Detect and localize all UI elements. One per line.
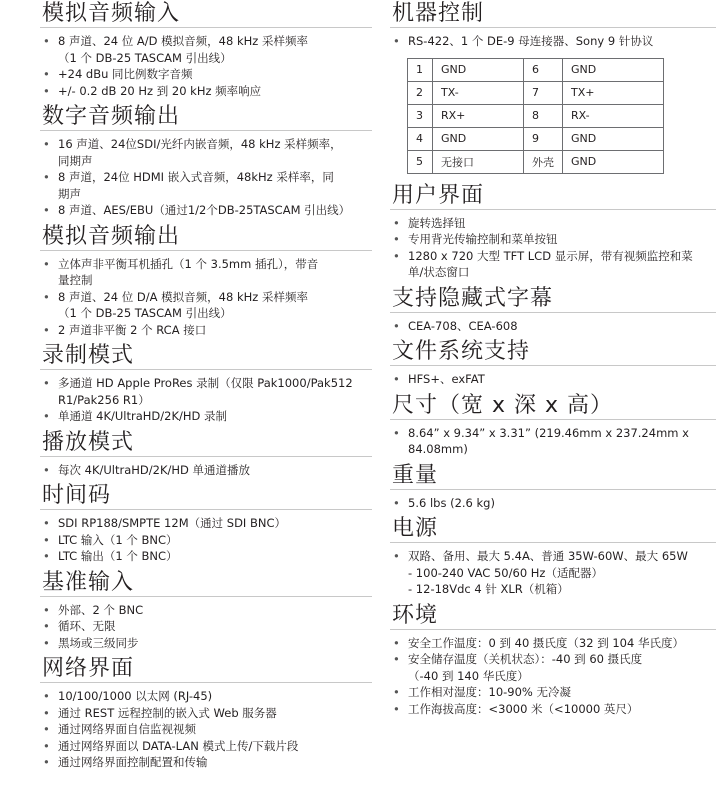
pin-number: 4 [408,127,433,150]
section-heading: 时间码 [40,482,372,510]
pin-signal: GND [563,150,664,173]
item-text: 工作海拔高度：<3000 米（<10000 英尺） [408,701,639,716]
list-item [40,169,372,202]
item-text: 每次 4K/UltraHD/2K/HD 单通道播放 [58,462,251,477]
list-item [40,462,372,479]
spec-section [40,569,372,656]
bullet-icon: • [43,722,50,736]
list-item [40,738,372,755]
pin-row [408,127,664,150]
item-text: 量控制 [58,273,93,287]
bullet-icon: • [43,516,50,530]
spec-section [40,103,372,223]
list-item [40,754,372,771]
pin-signal: GND [433,58,524,81]
list-item [390,651,716,684]
item-text: - 12-18Vdc 4 针 XLR（机箱） [408,582,569,596]
bullet-icon: • [43,256,50,271]
bullet-icon: • [43,635,50,650]
spec-section [390,392,716,462]
section-list [40,251,372,343]
section-heading: 录制模式 [40,342,372,370]
section-heading: 数字音频输出 [40,103,372,131]
item-text: 8 声道、AES/EBU（通过1/2个DB-25TASCAM 引出线） [58,203,351,217]
pin-signal: RX+ [433,104,524,127]
pin-number: 8 [524,104,563,127]
section-heading: 环境 [390,602,716,630]
list-item [390,318,716,335]
list-item [390,231,716,248]
list-item [40,618,372,635]
bullet-icon: • [393,232,400,246]
section-list [390,210,716,285]
bullet-icon: • [393,701,400,716]
list-item [390,495,716,512]
list-item [40,66,372,83]
section-list [390,490,716,516]
list-item [40,256,372,289]
bullet-icon: • [43,83,50,98]
bullet-icon: • [43,34,50,48]
section-list [40,131,372,223]
list-item [390,548,716,598]
bullet-icon: • [43,549,50,563]
item-text: 多通道 HD Apple ProRes 录制（仅限 Pak1000/Pak512 [58,376,353,390]
pin-row [408,81,664,104]
list-item [40,548,372,565]
section-list [390,313,716,339]
item-text: CEA-708、CEA-608 [408,318,518,333]
pin-signal: RX- [563,104,664,127]
spec-section [390,602,716,722]
section-list [40,510,372,569]
item-text: 16 声道、24位SDI/光纤内嵌音频，48 kHz 采样频率， [58,137,342,151]
bullet-icon: • [43,289,50,304]
bullet-icon: • [393,372,400,386]
section-list [40,28,372,103]
bullet-icon: • [393,425,400,440]
left-column [40,0,372,775]
pin-number: 7 [524,81,563,104]
bullet-icon: • [43,137,50,151]
item-text: 1280 x 720 大型 TFT LCD 显示屏，带有视频监控和菜 [408,248,693,263]
pin-number: 1 [408,58,433,81]
item-text: 通过网络界面自信监视视频 [58,722,196,736]
list-item [40,635,372,652]
item-text: LTC 输入（1 个 BNC） [58,532,178,547]
bullet-icon: • [393,318,400,333]
item-text: 单/状态窗口 [408,265,470,279]
list-item [390,248,716,281]
item-text: 8.64” x 9.34” x 3.31” (219.46mm x 237.24mm x 84.08mm) [408,425,689,456]
section-list [390,543,716,602]
pin-table [407,58,664,174]
item-text: 旋转选择钮 [408,215,466,230]
list-item [390,371,716,388]
list-item [390,684,716,701]
section-list [40,457,372,483]
section-heading: 基准输入 [40,569,372,597]
item-text: +/- 0.2 dB 20 Hz 到 20 kHz 频率响应 [58,83,262,98]
list-item [40,515,372,532]
section-list [40,683,372,775]
list-item [40,408,372,425]
list-item [390,635,716,652]
item-text: 8 声道、24 位 A/D 模拟音频，48 kHz 采样频率 [58,34,308,48]
bullet-icon: • [43,203,50,217]
bullet-icon: • [43,689,50,703]
list-item [390,33,716,50]
section-heading: 网络界面 [40,655,372,683]
item-text: （-40 到 140 华氏度） [408,668,529,683]
bullet-icon: • [43,376,50,390]
item-text: SDI RP188/SMPTE 12M（通过 SDI BNC） [58,516,286,530]
item-text: 双路、备用、最大 5.4A、普通 35W-60W、最大 65W [408,549,688,563]
section-heading: 用户界面 [390,182,716,210]
item-text: （1 个 DB-25 TASCAM 引出线） [58,50,232,65]
item-text: （1 个 DB-25 TASCAM 引出线） [58,306,232,320]
pin-number: 3 [408,104,433,127]
item-text: - 100-240 VAC 50/60 Hz（适配器） [408,565,603,580]
list-item [40,136,372,169]
item-text: 黑场或三级同步 [58,635,139,650]
section-list [390,366,716,392]
section-heading: 尺寸（宽 x 深 x 高） [390,392,716,420]
spec-section [40,429,372,483]
item-text: HFS+、exFAT [408,372,485,386]
list-item [40,705,372,722]
pin-row [408,104,664,127]
pin-number: 外壳 [524,150,563,173]
bullet-icon: • [393,652,400,666]
section-heading: 机器控制 [390,0,716,28]
bullet-icon: • [43,755,50,769]
bullet-icon: • [393,635,400,650]
spec-section [390,285,716,339]
bullet-icon: • [393,685,400,699]
pin-signal: GND [563,58,664,81]
bullet-icon: • [43,322,50,337]
spec-section [390,338,716,392]
section-heading: 文件系统支持 [390,338,716,366]
list-item [40,289,372,322]
item-text: 立体声非平衡耳机插孔（1 个 3.5mm 插孔），带音 [58,256,319,271]
bullet-icon: • [43,602,50,617]
section-heading: 重量 [390,462,716,490]
pin-number: 5 [408,150,433,173]
list-item [40,202,372,219]
list-item [40,688,372,705]
section-heading: 播放模式 [40,429,372,457]
item-text: 专用背光传输控制和菜单按钮 [408,232,558,246]
pin-signal: 无接口 [433,150,524,173]
list-item [40,83,372,100]
pin-number: 2 [408,81,433,104]
item-text: 5.6 lbs (2.6 kg) [408,495,495,510]
list-item [40,721,372,738]
list-item [390,701,716,718]
bullet-icon: • [43,462,50,477]
item-text: 安全储存温度（关机状态）：-40 到 60 摄氏度 [408,652,643,666]
right-column [390,0,716,721]
spec-section [390,182,716,285]
machine-control-section [390,0,716,174]
section-heading: 模拟音频输入 [40,0,372,28]
item-text: 期声 [58,186,81,201]
section-heading: 支持隐藏式字幕 [390,285,716,313]
spec-section [40,655,372,775]
item-text: +24 dBu 同比例数字音频 [58,67,193,81]
bullet-icon: • [43,738,50,753]
list-item [40,33,372,66]
bullet-icon: • [393,215,400,230]
bullet-icon: • [393,34,400,48]
item-text: 单通道 4K/UltraHD/2K/HD 录制 [58,409,228,423]
right-sections [390,182,716,722]
item-text: 循环、无限 [58,619,116,633]
item-text: 通过网络界面控制配置和传输 [58,755,208,769]
section-heading: 模拟音频输出 [40,223,372,251]
spec-section [390,462,716,516]
bullet-icon: • [43,532,50,547]
spec-section [390,515,716,602]
pin-number: 6 [524,58,563,81]
section-list [40,597,372,656]
pin-signal: TX+ [563,81,664,104]
bullet-icon: • [43,619,50,633]
item-text: 通过 REST 远程控制的嵌入式 Web 服务器 [58,705,277,720]
list-item [390,215,716,232]
section-list [390,28,716,54]
list-item [40,375,372,408]
item-text: 8 声道，24位 HDMI 嵌入式音频，48kHz 采样率，同 [58,170,334,184]
section-list [40,370,372,429]
bullet-icon: • [43,705,50,720]
spec-section [40,223,372,343]
bullet-icon: • [43,170,50,184]
list-item [40,532,372,549]
item-text: 外部、2 个 BNC [58,602,144,617]
item-text: 同期声 [58,153,93,168]
pin-row [408,58,664,81]
bullet-icon: • [393,495,400,510]
bullet-icon: • [43,67,50,81]
list-item [40,602,372,619]
pin-signal: TX- [433,81,524,104]
section-heading: 电源 [390,515,716,543]
spec-section [40,342,372,429]
bullet-icon: • [393,549,400,563]
item-text: 通过网络界面以 DATA-LAN 模式上传/下载片段 [58,738,299,753]
section-list [390,420,716,462]
item-text: LTC 输出（1 个 BNC） [58,549,178,563]
bullet-icon: • [43,409,50,423]
item-text: 工作相对湿度：10-90% 无冷凝 [408,685,571,699]
section-list [390,630,716,722]
pin-signal: GND [433,127,524,150]
spec-section [40,482,372,569]
item-text: RS-422、1 个 DE-9 母连接器、Sony 9 针协议 [408,34,654,48]
list-item [390,425,716,458]
pin-number: 9 [524,127,563,150]
spec-section [40,0,372,103]
item-text: 2 声道非平衡 2 个 RCA 接口 [58,322,207,337]
item-text: 8 声道、24 位 D/A 模拟音频，48 kHz 采样频率 [58,289,308,304]
bullet-icon: • [393,248,400,263]
pin-row [408,150,664,173]
item-text: 安全工作温度：0 到 40 摄氏度（32 到 104 华氏度） [408,635,684,650]
item-text: R1/Pak256 R1） [58,392,150,407]
list-item [40,322,372,339]
item-text: 10/100/1000 以太网 (RJ-45) [58,689,213,703]
pin-signal: GND [563,127,664,150]
